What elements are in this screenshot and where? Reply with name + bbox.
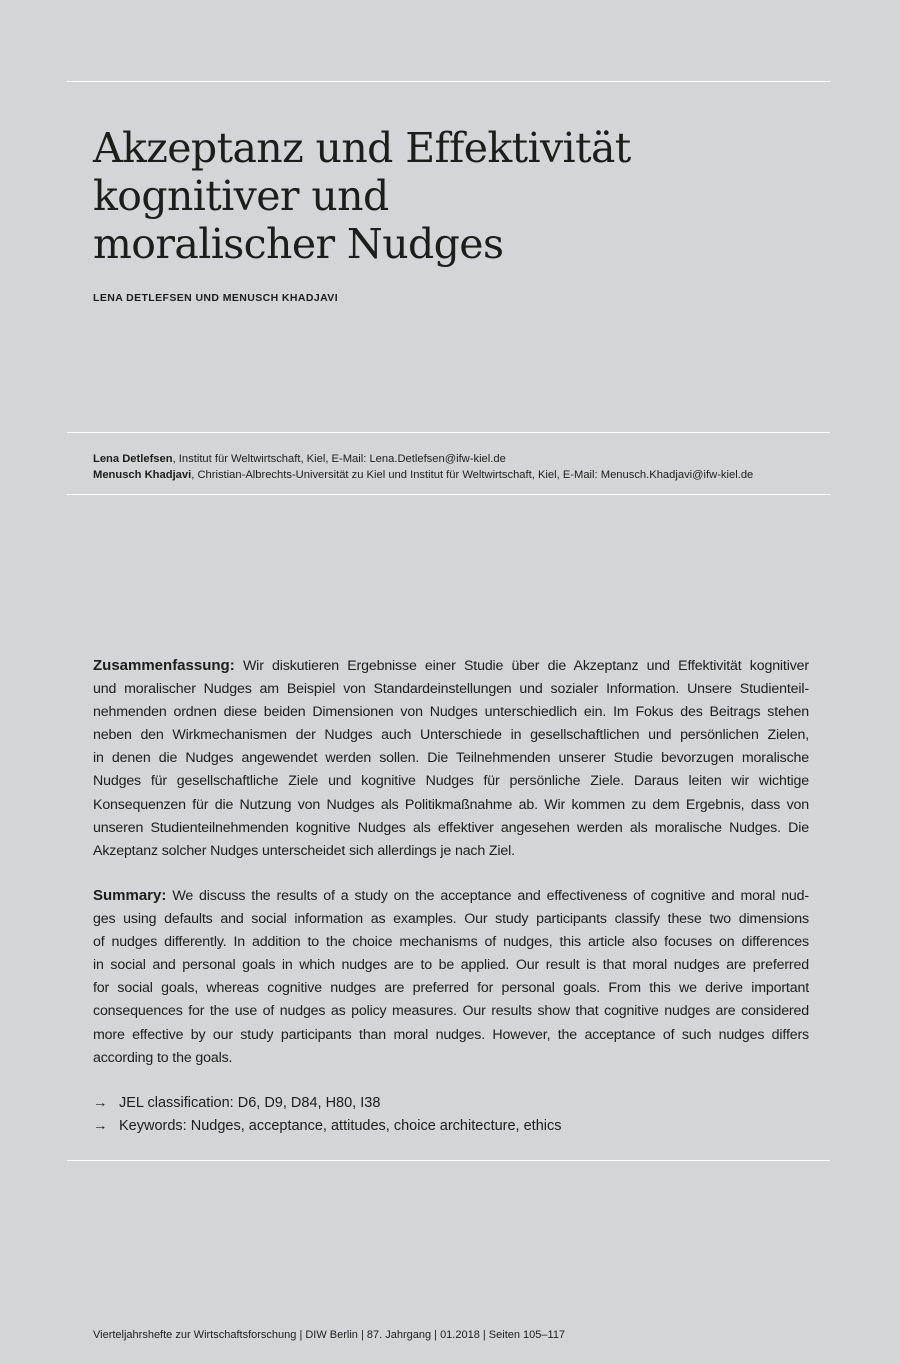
affiliation-bottom-rule bbox=[67, 494, 830, 495]
affiliation-1-details: , Institut für Weltwirtschaft, Kiel, E-Mail: Lena.Detlefsen@ifw-kiel.de bbox=[172, 453, 506, 465]
top-rule bbox=[67, 81, 830, 82]
keywords: Keywords: Nudges, acceptance, attitudes, choice architecture, ethics bbox=[119, 1118, 562, 1134]
summary-line-3: of nudges differently. In addition to the choice mechanisms of nudges, this article also focuses on differences bbox=[93, 934, 809, 951]
classification-list bbox=[93, 1092, 561, 1138]
title-line-3: moralischer Nudges bbox=[93, 220, 504, 268]
zusammenfassung-line-7: Konsequenzen für die Nutzung von Nudges als Politikmaßnahme ab. Wir kommen zu dem Ergebnis, dass von bbox=[93, 796, 809, 813]
affiliation-2-details: , Christian-Albrechts-Universität zu Kiel und Institut für Weltwirtschaft, Kiel, E-Mail: Menusch.Khadjavi@ifw-kiel.de bbox=[191, 469, 754, 481]
journal-footer: Vierteljahrshefte zur Wirtschaftsforschung | DIW Berlin | 87. Jahrgang | 01.2018 | Seiten 105–117 bbox=[93, 1329, 566, 1341]
jel-item bbox=[93, 1092, 561, 1115]
arrow-right-icon: → bbox=[93, 1095, 108, 1111]
author-line: LENA DETLEFSEN UND MENUSCH KHADJAVI bbox=[93, 292, 339, 304]
affiliation-top-rule bbox=[67, 432, 830, 433]
zusammenfassung-line-4: neben den Wirkmechanismen der Nudges auch Unterschiede in gesellschaftlichen und persönlichen Zielen, bbox=[93, 727, 809, 744]
affiliation-2 bbox=[93, 467, 753, 483]
arrow-right-icon: → bbox=[93, 1118, 108, 1134]
affiliation-2-name: Menusch Khadjavi bbox=[93, 469, 192, 481]
zusammenfassung-heading: Zusammenfassung: bbox=[93, 657, 235, 674]
summary-heading: Summary: bbox=[93, 887, 167, 904]
affiliation-1-name: Lena Detlefsen bbox=[93, 453, 173, 465]
summary-line-5: for social goals, whereas cognitive nudges are preferred for personal goals. From this we derive important bbox=[93, 980, 809, 997]
title-line-2: kognitiver und bbox=[93, 172, 389, 220]
affiliation-1 bbox=[93, 451, 753, 467]
zusammenfassung-paragraph bbox=[93, 654, 809, 863]
affiliations bbox=[93, 451, 753, 483]
summary-line-2: ges using defaults and social information as examples. Our study participants classify these two dimensions bbox=[93, 911, 809, 928]
summary-line-1: Summary: We discuss the results of a study on the acceptance and effectiveness of cognitive and moral nud- bbox=[93, 887, 809, 904]
zusammenfassung-line-8: unseren Studienteilnehmenden kognitive Nudges als effektiver angesehen werden als moralische Nudges. Die bbox=[93, 819, 809, 836]
bottom-rule bbox=[67, 1160, 830, 1161]
jel-classification: JEL classification: D6, D9, D84, H80, I38 bbox=[119, 1095, 381, 1111]
summary-line-4: in social and personal goals in which nudges are to be applied. Our result is that moral nudges are preferred bbox=[93, 957, 809, 974]
summary-line-7: more effective by our study participants than moral nudges. However, the acceptance of such nudges differs bbox=[93, 1026, 809, 1043]
article-title bbox=[93, 124, 813, 268]
zusammenfassung-line-6: Nudges für gesellschaftliche Ziele und kognitive Nudges für persönliche Ziele. Daraus leiten wir wichtige bbox=[93, 773, 809, 790]
summary-paragraph bbox=[93, 884, 809, 1070]
zusammenfassung-line-5: in denen die Nudges angewendet werden sollen. Die Teilnehmenden unserer Studie bevorzugen moralische bbox=[93, 750, 809, 767]
zusammenfassung-line-1: Zusammenfassung: Wir diskutieren Ergebnisse einer Studie über die Akzeptanz und Effektivität kognitiver bbox=[93, 657, 809, 674]
zusammenfassung-line-3: nehmenden ordnen diese beiden Dimensionen von Nudges unterschiedlich ein. Im Fokus des Beitrags stehen bbox=[93, 704, 809, 721]
zusammenfassung-line-2: und moralischer Nudges am Beispiel von Standardeinstellungen und sozialer Information. Unsere Studienteil- bbox=[93, 681, 809, 698]
summary-line-8: according to the goals. bbox=[93, 1049, 233, 1066]
title-line-1: Akzeptanz und Effektivität bbox=[93, 124, 631, 172]
keywords-item bbox=[93, 1115, 561, 1138]
zusammenfassung-line-9: Akzeptanz solcher Nudges unterscheidet sich allerdings je nach Ziel. bbox=[93, 842, 515, 859]
summary-line-6: consequences for the use of nudges as policy measures. Our results show that cognitive nudges are considered bbox=[93, 1003, 809, 1020]
